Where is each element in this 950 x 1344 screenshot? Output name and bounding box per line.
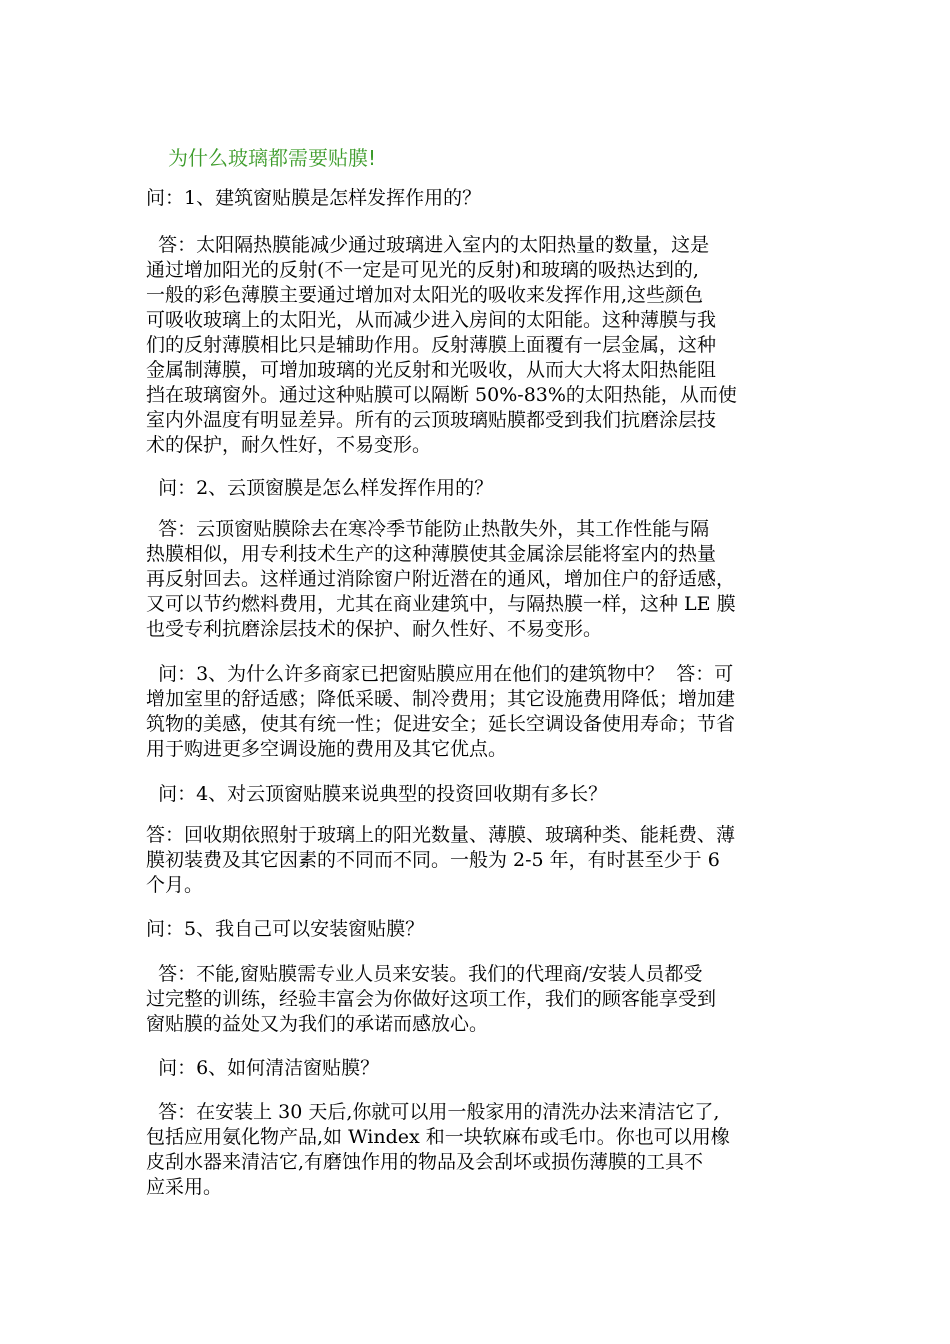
text-line: 用于购进更多空调设施的费用及其它优点。: [146, 738, 508, 760]
text-line: 金属制薄膜，可增加玻璃的光反射和光吸收，从而大大将太阳热能阻: [146, 359, 717, 381]
text-line: 答：不能,窗贴膜需专业人员来安装。我们的代理商/安装人员都受: [146, 963, 703, 985]
answer-5: [146, 962, 812, 1037]
question-6: [146, 1056, 812, 1081]
text-line: 挡在玻璃窗外。通过这种贴膜可以隔断 50%-83%的太阳热能，从而使: [146, 384, 737, 406]
question-1: [146, 186, 812, 211]
text-line: 一般的彩色薄膜主要通过增加对太阳光的吸收来发挥作用,这些颜色: [146, 284, 704, 306]
text-line: 答：在安装上 30 天后,你就可以用一般家用的清洗办法来清洁它了,: [146, 1101, 720, 1123]
answer-2: [146, 517, 812, 642]
text-line: 个月。: [146, 874, 204, 896]
answer-6: [146, 1100, 812, 1200]
text-line: 应采用。: [146, 1176, 223, 1198]
text-line: 包括应用氨化物产品,如 Windex 和一块软麻布或毛巾。你也可以用橡: [146, 1126, 730, 1148]
text-line: 过完整的训练，经验丰富会为你做好这项工作，我们的顾客能享受到: [146, 988, 717, 1010]
text-line: 们的反射薄膜相比只是辅助作用。反射薄膜上面覆有一层金属，这种: [146, 334, 717, 356]
text-line: 皮刮水器来清洁它,有磨蚀作用的物品及会刮坏或损伤薄膜的工具不: [146, 1151, 704, 1173]
text-line: 也受专利抗磨涂层技术的保护、耐久性好、不易变形。: [146, 618, 603, 640]
text-line: 问：5、我自己可以安装窗贴膜？: [146, 918, 425, 940]
text-line: 筑物的美感，使其有统一性；促进安全；延长空调设备使用寿命；节省: [146, 713, 736, 735]
text-line: 术的保护，耐久性好，不易变形。: [146, 434, 432, 456]
text-line: 答：回收期依照射于玻璃上的阳光数量、薄膜、玻璃种类、能耗费、薄: [146, 824, 736, 846]
text-line: 窗贴膜的益处又为我们的承诺而感放心。: [146, 1013, 489, 1035]
page-title: 为什么玻璃都需要贴膜!: [168, 146, 377, 170]
text-line: 问：2、云顶窗膜是怎么样发挥作用的？: [146, 477, 494, 499]
text-line: 问：1、建筑窗贴膜是怎样发挥作用的？: [146, 187, 482, 209]
question-3: [146, 662, 812, 762]
text-line: 增加室里的舒适感；降低采暖、制冷费用；其它设施费用降低；增加建: [146, 688, 736, 710]
text-line: 问：6、如何清洁窗贴膜？: [146, 1057, 380, 1079]
question-2: [146, 476, 812, 501]
text-line: 膜初装费及其它因素的不同而不同。一般为 2-5 年，有时甚至少于 6: [146, 849, 720, 871]
text-line: 问：3、为什么许多商家已把窗贴膜应用在他们的建筑物中？ 答：可: [146, 663, 734, 685]
text-line: 又可以节约燃料费用，尤其在商业建筑中，与隔热膜一样，这种 LE 膜: [146, 593, 736, 615]
text-line: 答：太阳隔热膜能减少通过玻璃进入室内的太阳热量的数量，这是: [146, 234, 710, 256]
question-5: [146, 917, 812, 942]
text-line: 热膜相似，用专利技术生产的这种薄膜使其金属涂层能将室内的热量: [146, 543, 717, 565]
text-line: 问：4、对云顶窗贴膜来说典型的投资回收期有多长？: [146, 783, 608, 805]
text-line: 通过增加阳光的反射(不一定是可见光的反射)和玻璃的吸热达到的,: [146, 259, 699, 281]
text-line: 再反射回去。这样通过消除窗户附近潜在的通风，增加住户的舒适感，: [146, 568, 736, 590]
text-line: 答：云顶窗贴膜除去在寒冷季节能防止热散失外，其工作性能与隔: [146, 518, 710, 540]
answer-4: [146, 823, 812, 898]
question-4: [146, 782, 812, 807]
answer-1: [146, 233, 812, 458]
text-line: 可吸收玻璃上的太阳光，从而减少进入房间的太阳能。这种薄膜与我: [146, 309, 717, 331]
text-line: 室内外温度有明显差异。所有的云顶玻璃贴膜都受到我们抗磨涂层技: [146, 409, 717, 431]
